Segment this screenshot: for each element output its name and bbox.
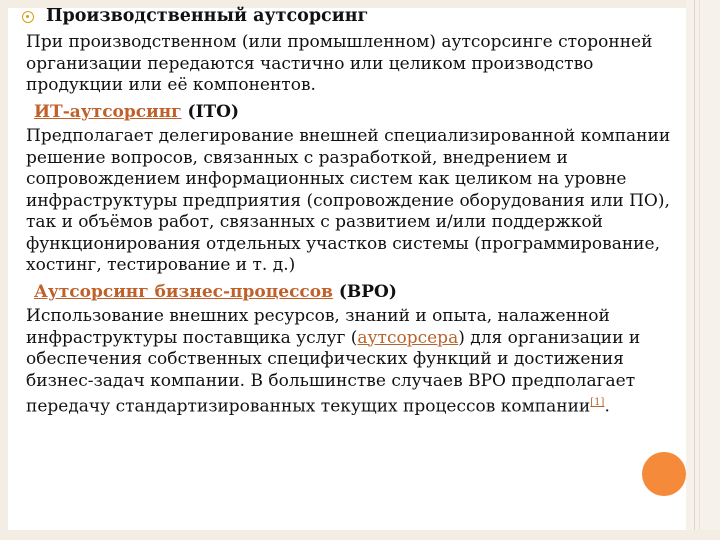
ito-suffix: (ITO) [181, 101, 240, 122]
bpo-link[interactable]: Аутсорсинг бизнес-процессов [34, 281, 333, 302]
ito-paragraph: Предполагает делегирование внешней специализированной компании решение вопросов, связанных с разработкой, внедрением и сопровождением информационных систем как целиком на уровне инфраструктуры предприятия (сопровождение оборудования или ПО), так и объёмов работ, связанных с развитием и/или поддержкой функционирования отдельных участков системы (программирование, хостинг, тестирование и т. д.) [26, 126, 671, 275]
bpo-text-before: Использование внешних ресурсов, знаний и опыта, налаженной инфраструктуры поставщика услуг ( [26, 306, 610, 348]
frame-left [0, 0, 8, 540]
slide-content [20, 4, 680, 418]
footnote-link[interactable]: [1] [590, 397, 605, 408]
bullet-icon [22, 11, 34, 23]
bpo-subheading [34, 282, 680, 304]
bpo-end: . [604, 396, 610, 417]
bpo-text-after: ) для организации и обеспечения собственных специфических функций и достижения бизнес-задач компании. В большинстве случаев BPO предполагает передачу стандартизированных текущих процессов компании [26, 327, 641, 417]
bpo-paragraph [26, 306, 680, 418]
ito-link[interactable]: ИТ-аутсорсинг [34, 101, 182, 122]
intro-paragraph: При производственном (или промышленном) аутсорсинге сторонней организации передаются частично или целиком производство продукции или её компонентов. [26, 32, 653, 95]
bpo-suffix: (BPO) [332, 281, 397, 302]
slide-heading [20, 4, 680, 30]
outsourcer-link[interactable]: аутсорсера [357, 327, 459, 348]
decorative-circle [642, 452, 686, 496]
frame-bottom [0, 530, 720, 540]
frame-right [686, 0, 720, 540]
heading-text: Производственный аутсорсинг [46, 6, 369, 27]
ito-subheading [34, 102, 680, 124]
